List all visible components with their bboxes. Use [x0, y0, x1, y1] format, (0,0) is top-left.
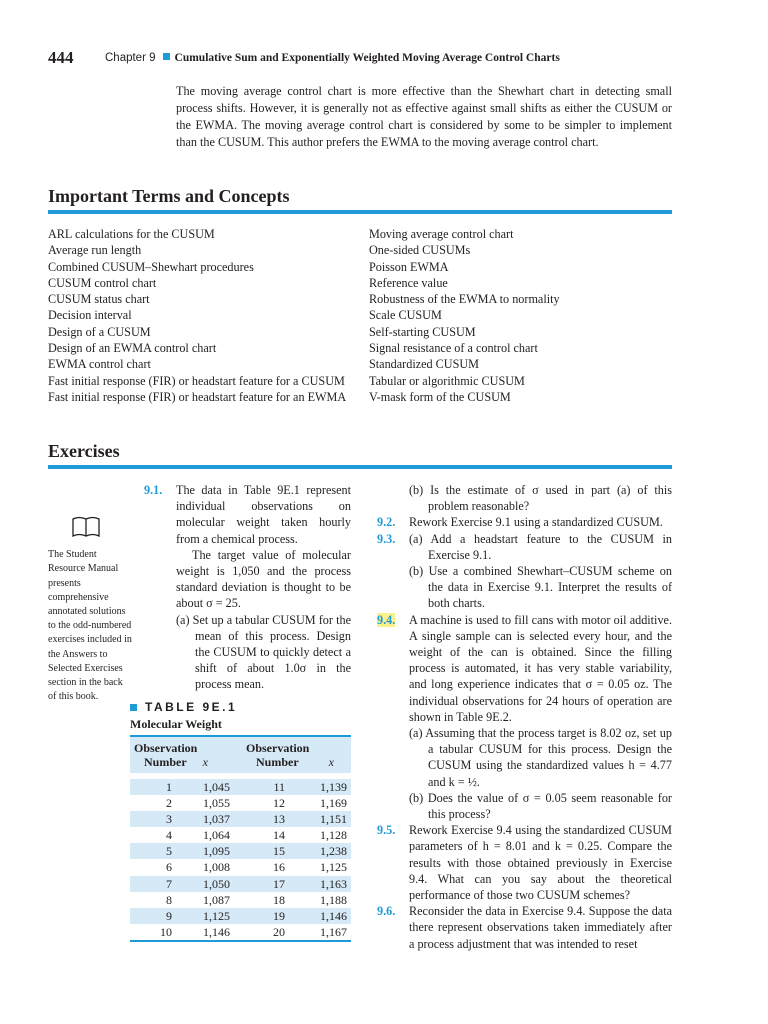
column-header-observation: [130, 736, 230, 773]
table-cell: 1,095: [172, 843, 230, 859]
table-row: [130, 859, 351, 875]
table-row: [130, 892, 351, 908]
table-body: [130, 773, 351, 941]
exercise-part-a: (a) Add a headstart feature to the CUSUM in Exercise 9.1.: [409, 531, 672, 562]
exercise-number: 9.6.: [377, 904, 396, 919]
table-cell: 1,008: [203, 860, 230, 875]
term-item: Fast initial response (FIR) or headstart feature for an EWMA: [48, 389, 347, 404]
data-table: [130, 735, 351, 942]
table-cell: 14: [273, 828, 285, 843]
header-text: Number x: [256, 755, 334, 769]
exercise-part-b: (b) Use a combined Shewhart–CUSUM scheme on the data in Exercise 9.1. Interpret the results of both charts.: [409, 564, 672, 611]
exercise-9-5: [377, 822, 672, 903]
table-cell: 5: [130, 843, 172, 859]
term-item: Scale CUSUM: [369, 308, 442, 323]
exercise-text: Rework Exercise 9.4 using the standardized CUSUM parameters of h = 8.01 and k = 0.25. Compare the results with those obtained previously in Exercise 9.4. What can you say about the theoretical performance of those two CUSUM schemes?: [409, 823, 672, 903]
table-row: [130, 795, 351, 811]
term-item: Fast initial response (FIR) or headstart feature for a CUSUM: [48, 373, 345, 388]
table-cell: 1,037: [172, 811, 230, 827]
terms-rule: [48, 210, 672, 214]
table-cell: 1,167: [320, 924, 347, 939]
table-cell: 4: [166, 828, 172, 843]
term-item: Average run length: [48, 243, 142, 258]
table-cell: 12: [273, 796, 285, 811]
term-item: Decision interval: [48, 308, 132, 323]
table-cell: 1,055: [203, 796, 230, 811]
term-item: Robustness of the EWMA to normality: [369, 292, 560, 307]
header-text: Observation: [246, 741, 310, 755]
chapter-title: Cumulative Sum and Exponentially Weighted Moving Average Control Charts: [174, 52, 560, 64]
table-cell: 2: [166, 796, 172, 811]
table-title: Molecular Weight: [130, 717, 222, 731]
exercises-rule: [48, 465, 672, 469]
exercise-9-4: [377, 612, 672, 725]
table-cell: 1,146: [203, 924, 230, 939]
exercise-column-left: [144, 482, 351, 693]
exercise-column-right: [377, 482, 672, 952]
exercise-part-b: (b) Does the value of σ = 0.05 seem reasonable for this process?: [409, 790, 672, 822]
table-cell: 8: [166, 892, 172, 907]
term-item: CUSUM control chart: [48, 275, 157, 290]
table-cell: 1,050: [172, 876, 230, 892]
x-header: x: [328, 755, 334, 769]
table-cell: 3: [130, 811, 172, 827]
exercise-9-6: [377, 903, 672, 952]
exercise-text: Reconsider the data in Exercise 9.4. Suppose the data there represent observations taken immediately after a process adjustment that was intended to reset: [409, 904, 672, 951]
table-row: [130, 811, 351, 827]
table-cell: 1,045: [172, 779, 230, 795]
table-cell: 6: [166, 860, 172, 875]
exercise-9-1: [144, 482, 351, 547]
table-cell: 13: [230, 811, 285, 827]
margin-note: [48, 515, 132, 704]
exercise-number: 9.4.: [377, 612, 396, 627]
exercise-part-a: (a) Set up a tabular CUSUM for the mean of this process. Design the CUSUM to quickly detect a shift of about 1.0σ in the process mean.: [176, 612, 351, 692]
table-row: [130, 779, 351, 795]
table-cell: 1: [130, 779, 172, 795]
table-cell: 1,064: [203, 828, 230, 843]
page-number: 444: [48, 48, 74, 67]
margin-note-text: The Student Resource Manual presents comprehensive annotated solutions to the odd-numbered exercises included in the Answers to Selected Exercises section in the back of this book.: [48, 549, 132, 703]
table-cell: 1,188: [320, 892, 347, 907]
exercise-number: 9.1.: [144, 483, 163, 497]
terms-heading: Important Terms and Concepts: [48, 186, 290, 206]
term-item: Poisson EWMA: [369, 259, 449, 274]
table-row: [130, 843, 351, 859]
exercise-text: The data in Table 9E.1 represent individual observations on molecular weight taken hourly from a chemical process.: [176, 483, 351, 546]
x-header: x: [202, 755, 208, 769]
term-item: Combined CUSUM–Shewhart procedures: [48, 259, 254, 274]
term-item: ARL calculations for the CUSUM: [48, 227, 215, 241]
header-text: Observation: [134, 741, 198, 755]
term-item: Signal resistance of a control chart: [369, 341, 538, 356]
table-row: [130, 924, 351, 941]
table-cell: 9: [130, 908, 172, 924]
table-row: [130, 876, 351, 892]
book-icon: [71, 515, 101, 539]
table-label: [130, 700, 237, 714]
term-item: Moving average control chart: [369, 227, 514, 241]
column-header-observation-2: [230, 736, 351, 773]
term-item: Self-starting CUSUM: [369, 324, 476, 339]
term-item: Reference value: [369, 275, 448, 290]
exercise-number: 9.2.: [377, 515, 396, 530]
exercise-text: A machine is used to fill cans with motor oil additive. A single sample can is selected every hour, and the weight of the can is obtained. Since the filling process is automated, it has very stable variability, and long experience indicates that σ = 0.05 oz. The individual observations for 24 hours of operation are shown in Table 9E.2.: [409, 612, 672, 724]
table-cell: 1,146: [285, 908, 351, 924]
exercise-text: Rework Exercise 9.1 using a standardized CUSUM.: [409, 515, 663, 530]
table-cell: 1,151: [285, 811, 351, 827]
exercise-part-a: (a) Assuming that the process target is 8.02 oz, set up a tabular CUSUM for this process. Design the CUSUM using the standardized values h = 4.77 and k = ½.: [409, 726, 672, 789]
table-cell: 1,128: [320, 828, 347, 843]
table-cell: 1,125: [172, 908, 230, 924]
exercise-number: 9.3.: [377, 531, 396, 546]
table-cell: 1,238: [285, 843, 351, 859]
table-cell: 1,163: [285, 876, 351, 892]
exercise-text: The target value of molecular weight is 1,050 and the process standard deviation is thought to be about σ = 25.: [176, 547, 351, 611]
table-cell: 10: [160, 924, 172, 939]
table-cell: 1,169: [320, 796, 347, 811]
exercises-heading: Exercises: [48, 441, 120, 461]
table-row: [130, 908, 351, 924]
terms-list-right: [369, 226, 672, 405]
exercise-9-2: [377, 514, 672, 530]
table-cell: 1,087: [203, 892, 230, 907]
table-cell: 20: [273, 924, 285, 939]
term-item: Standardized CUSUM: [369, 357, 480, 372]
table-label-text: TABLE 9E.1: [145, 700, 238, 714]
table-cell: 1,125: [320, 860, 347, 875]
exercise-9-3: [377, 531, 672, 563]
running-header: [105, 52, 560, 64]
terms-list-left: [48, 226, 360, 405]
exercise-number: 9.5.: [377, 823, 396, 838]
table-row: [130, 827, 351, 843]
chapter-label: Chapter 9: [105, 52, 156, 64]
table-cell: 18: [273, 892, 285, 907]
table-cell: 15: [230, 843, 285, 859]
exercise-part-b: (b) Is the estimate of σ used in part (a) of this problem reasonable?: [409, 483, 672, 514]
term-item: Design of a CUSUM: [48, 324, 151, 339]
table-cell: 11: [230, 779, 285, 795]
term-item: EWMA control chart: [48, 357, 151, 372]
table-cell: 17: [230, 876, 285, 892]
table-cell: 1,139: [285, 779, 351, 795]
term-item: Design of an EWMA control chart: [48, 341, 217, 356]
term-item: One-sided CUSUMs: [369, 243, 471, 258]
table-cell: 19: [230, 908, 285, 924]
table-cell: 16: [273, 860, 285, 875]
intro-paragraph: The moving average control chart is more effective than the Shewhart chart in detecting small process shifts. However, it is generally not as effective against small shifts as either the CUSUM or the EWMA. The moving average control chart is considered by some to be simpler to implement than the CUSUM. This author prefers the EWMA to the moving average control chart.: [176, 84, 672, 149]
table-square-icon: [130, 704, 137, 711]
header-square-icon: [163, 53, 170, 60]
header-text: Number x: [144, 755, 208, 769]
term-item: CUSUM status chart: [48, 292, 150, 307]
table-cell: 7: [130, 876, 172, 892]
term-item: V-mask form of the CUSUM: [369, 389, 511, 404]
term-item: Tabular or algorithmic CUSUM: [369, 373, 525, 388]
table-header-row: [130, 736, 351, 773]
